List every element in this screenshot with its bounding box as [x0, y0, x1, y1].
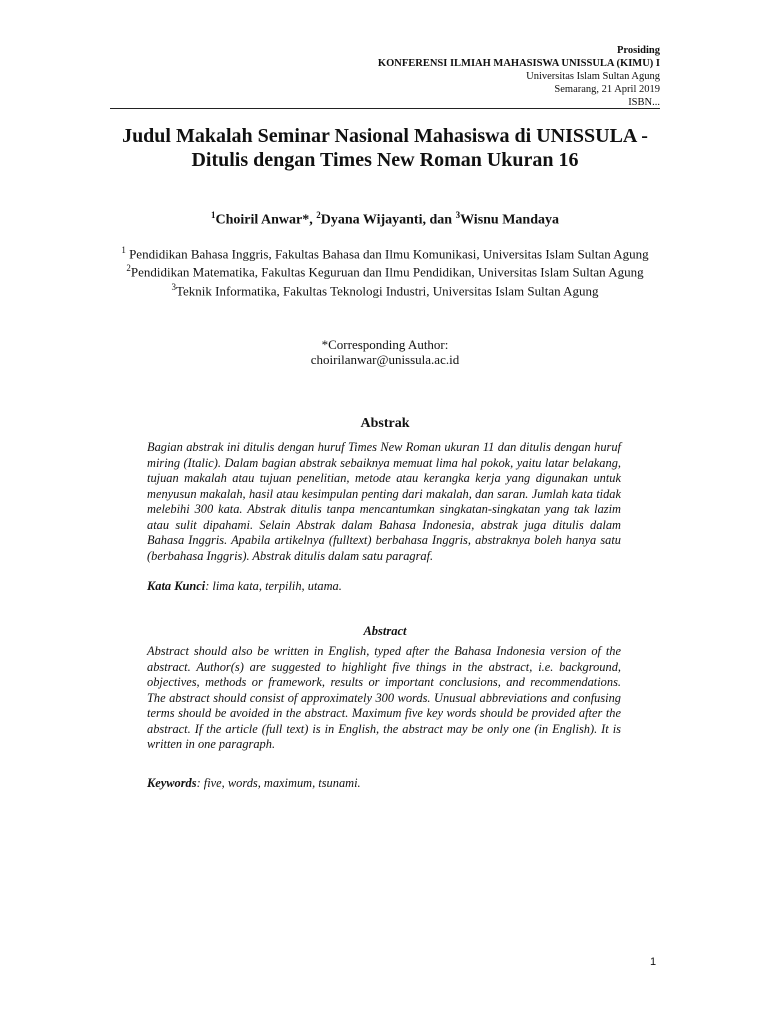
corresponding-author: [100, 337, 670, 367]
abstrak-heading: Abstrak: [360, 416, 410, 431]
header-date: Semarang, 21 April 2019: [554, 84, 660, 95]
abstract-keywords-text: : five, words, maximum, tsunami.: [196, 776, 361, 790]
header-isbn: ISBN...: [628, 97, 660, 108]
header-prosiding: Prosiding: [617, 45, 660, 56]
affiliation-2-sup: 2: [126, 263, 131, 274]
header-university: Universitas Islam Sultan Agung: [526, 71, 660, 82]
abstrak-body: Bagian abstrak ini ditulis dengan huruf Times New Roman ukuran 11 dan ditulis dengan huruf miring (Italic). Dalam bagian abstrak sebaiknya memuat lima hal pokok, yaitu latar belakang, tujuan makalah atau tujuan penelitian, metode atau kerangka kerja yang digunakan untuk menyusun makalah, hasil atau kesimpulan penting dari makalah, dan saran. Jumlah kata tidak melebihi 300 kata. Abstrak ditulis tanpa mencantumkan singkatan-singkatan yang tak lazim atau sulit dipahami. Selain Abstrak dalam Bahasa Indonesia, abstrak juga ditulis dalam Bahasa Inggris. Apabila artikelnya (fulltext) berbahasa Inggris, abstraknya boleh hanya satu (berbahasa Inggris). Abstrak ditulis dalam satu paragraf.: [147, 440, 621, 563]
affiliation-2-text: Pendidikan Matematika, Fakultas Keguruan dan Ilmu Pendidikan, Universitas Islam Sultan Agung: [130, 264, 644, 280]
author-list: [100, 210, 670, 229]
abstrak-keywords-text: : lima kata, terpilih, utama.: [205, 579, 342, 593]
affiliation-1: [112, 243, 658, 261]
abstract-body: Abstract should also be written in English, typed after the Bahasa Indonesia version of the abstract. Author(s) are suggested to highlight five things in the abstract, i.e. background, objectives, methods or framework, results or important conclusions, and recommendations. The abstract should consist of approximately 300 words. Unusual abbreviations and confusing terms should be avoided in the abstract. Maximum five key words should be provided after the abstract. If the article (full text) is in English, the abstract may be only one (in English). It is written in one paragraph.: [147, 644, 621, 751]
author-2-sup: 2: [316, 210, 321, 220]
paper-title: [90, 124, 680, 172]
abstrak-keywords: [147, 579, 621, 595]
title-line-1: Judul Makalah Seminar Nasional Mahasiswa di UNISSULA -: [122, 125, 648, 147]
abstract-heading: Abstract: [363, 624, 407, 638]
abstract-keywords-label: Keywords: [147, 776, 197, 790]
header-conference: KONFERENSI ILMIAH MAHASISWA UNISSULA (KIMU) I: [377, 58, 660, 69]
corresponding-email: choirilanwar@unissula.ac.id: [310, 352, 460, 367]
abstract-keywords: [147, 776, 621, 791]
author-3: Wisnu Mandaya: [460, 212, 560, 228]
affiliation-1-sup: 1: [121, 245, 126, 255]
author-1-sup: 1: [210, 210, 216, 220]
author-2: Dyana Wijayanti, dan: [320, 212, 456, 228]
affiliation-3: [112, 280, 658, 298]
affiliation-3-sup: 3: [171, 281, 176, 292]
author-3-sup: 3: [455, 210, 461, 220]
corresponding-label: *Corresponding Author:: [321, 337, 449, 352]
affiliations: [112, 243, 658, 298]
title-line-2: Ditulis dengan Times New Roman Ukuran 16: [191, 149, 579, 171]
page-header: [378, 44, 660, 109]
abstrak-keywords-label: Kata Kunci: [147, 579, 206, 593]
author-1: Choiril Anwar*,: [215, 212, 317, 228]
header-rule: [110, 108, 660, 109]
affiliation-3-text: Teknik Informatika, Fakultas Teknologi Industri, Universitas Islam Sultan Agung: [175, 282, 599, 298]
affiliation-2: [112, 261, 658, 279]
affiliation-1-text: Pendidikan Bahasa Inggris, Fakultas Bahasa dan Ilmu Komunikasi, Universitas Islam Sultan Agung: [125, 246, 649, 262]
page-number: 1: [650, 956, 657, 968]
